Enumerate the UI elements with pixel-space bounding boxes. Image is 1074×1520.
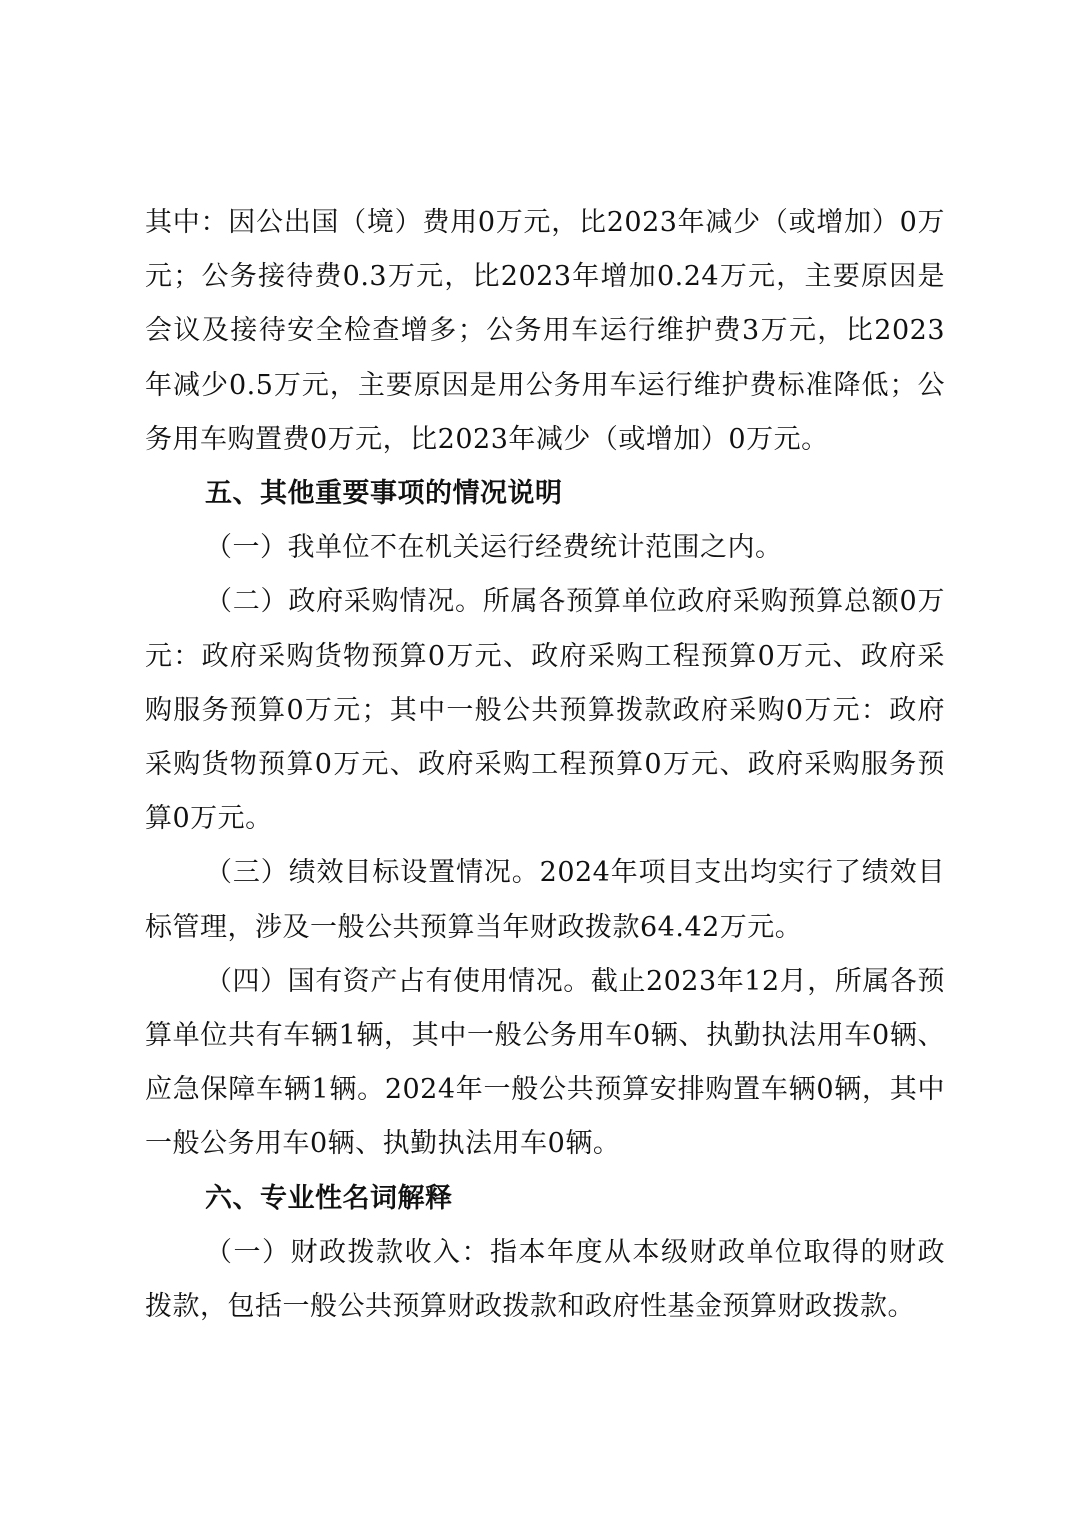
document-body (145, 196, 945, 1334)
section-heading-other-matters: 五、其他重要事项的情况说明 (205, 478, 563, 510)
section-heading-terminology: 六、专业性名词解释 (205, 1182, 453, 1214)
paragraph-fiscal-appropriation-income: （一）财政拨款收入：指本年度从本级财政单位取得的财政拨款，包括一般公共预算财政拨款和政府性基金预算财政拨款。 (145, 1236, 945, 1323)
paragraph-state-assets: （四）国有资产占有使用情况。截止2023年12月，所属各预算单位共有车辆1辆，其中一般公务用车0辆、执勤执法用车0辆、应急保障车辆1辆。2024年一般公共预算安排购置车辆0辆，其中一般公务用车0辆、执勤执法用车0辆。 (145, 965, 945, 1160)
paragraph-performance-targets: （三）绩效目标设置情况。2024年项目支出均实行了绩效目标管理，涉及一般公共预算当年财政拨款64.42万元。 (145, 857, 945, 943)
paragraph-operating-funds: （一）我单位不在机关运行经费统计范围之内。 (205, 532, 783, 564)
paragraph-government-procurement: （二）政府采购情况。所属各预算单位政府采购预算总额0万元：政府采购货物预算0万元、政府采购工程预算0万元、政府采购服务预算0万元；其中一般公共预算拨款政府采购0万元：政府采购货物预算0万元、政府采购工程预算0万元、政府采购服务预算0万元。 (145, 586, 945, 835)
paragraph-public-expenses: 其中：因公出国（境）费用0万元，比2023年减少（或增加）0万元；公务接待费0.3万元，比2023年增加0.24万元，主要原因是会议及接待安全检查增多；公务用车运行维护费3万元，比2023年减少0.5万元，主要原因是用公务用车运行维护费标准降低；公务用车购置费0万元，比2023年减少（或增加）0万元。 (145, 207, 945, 455)
